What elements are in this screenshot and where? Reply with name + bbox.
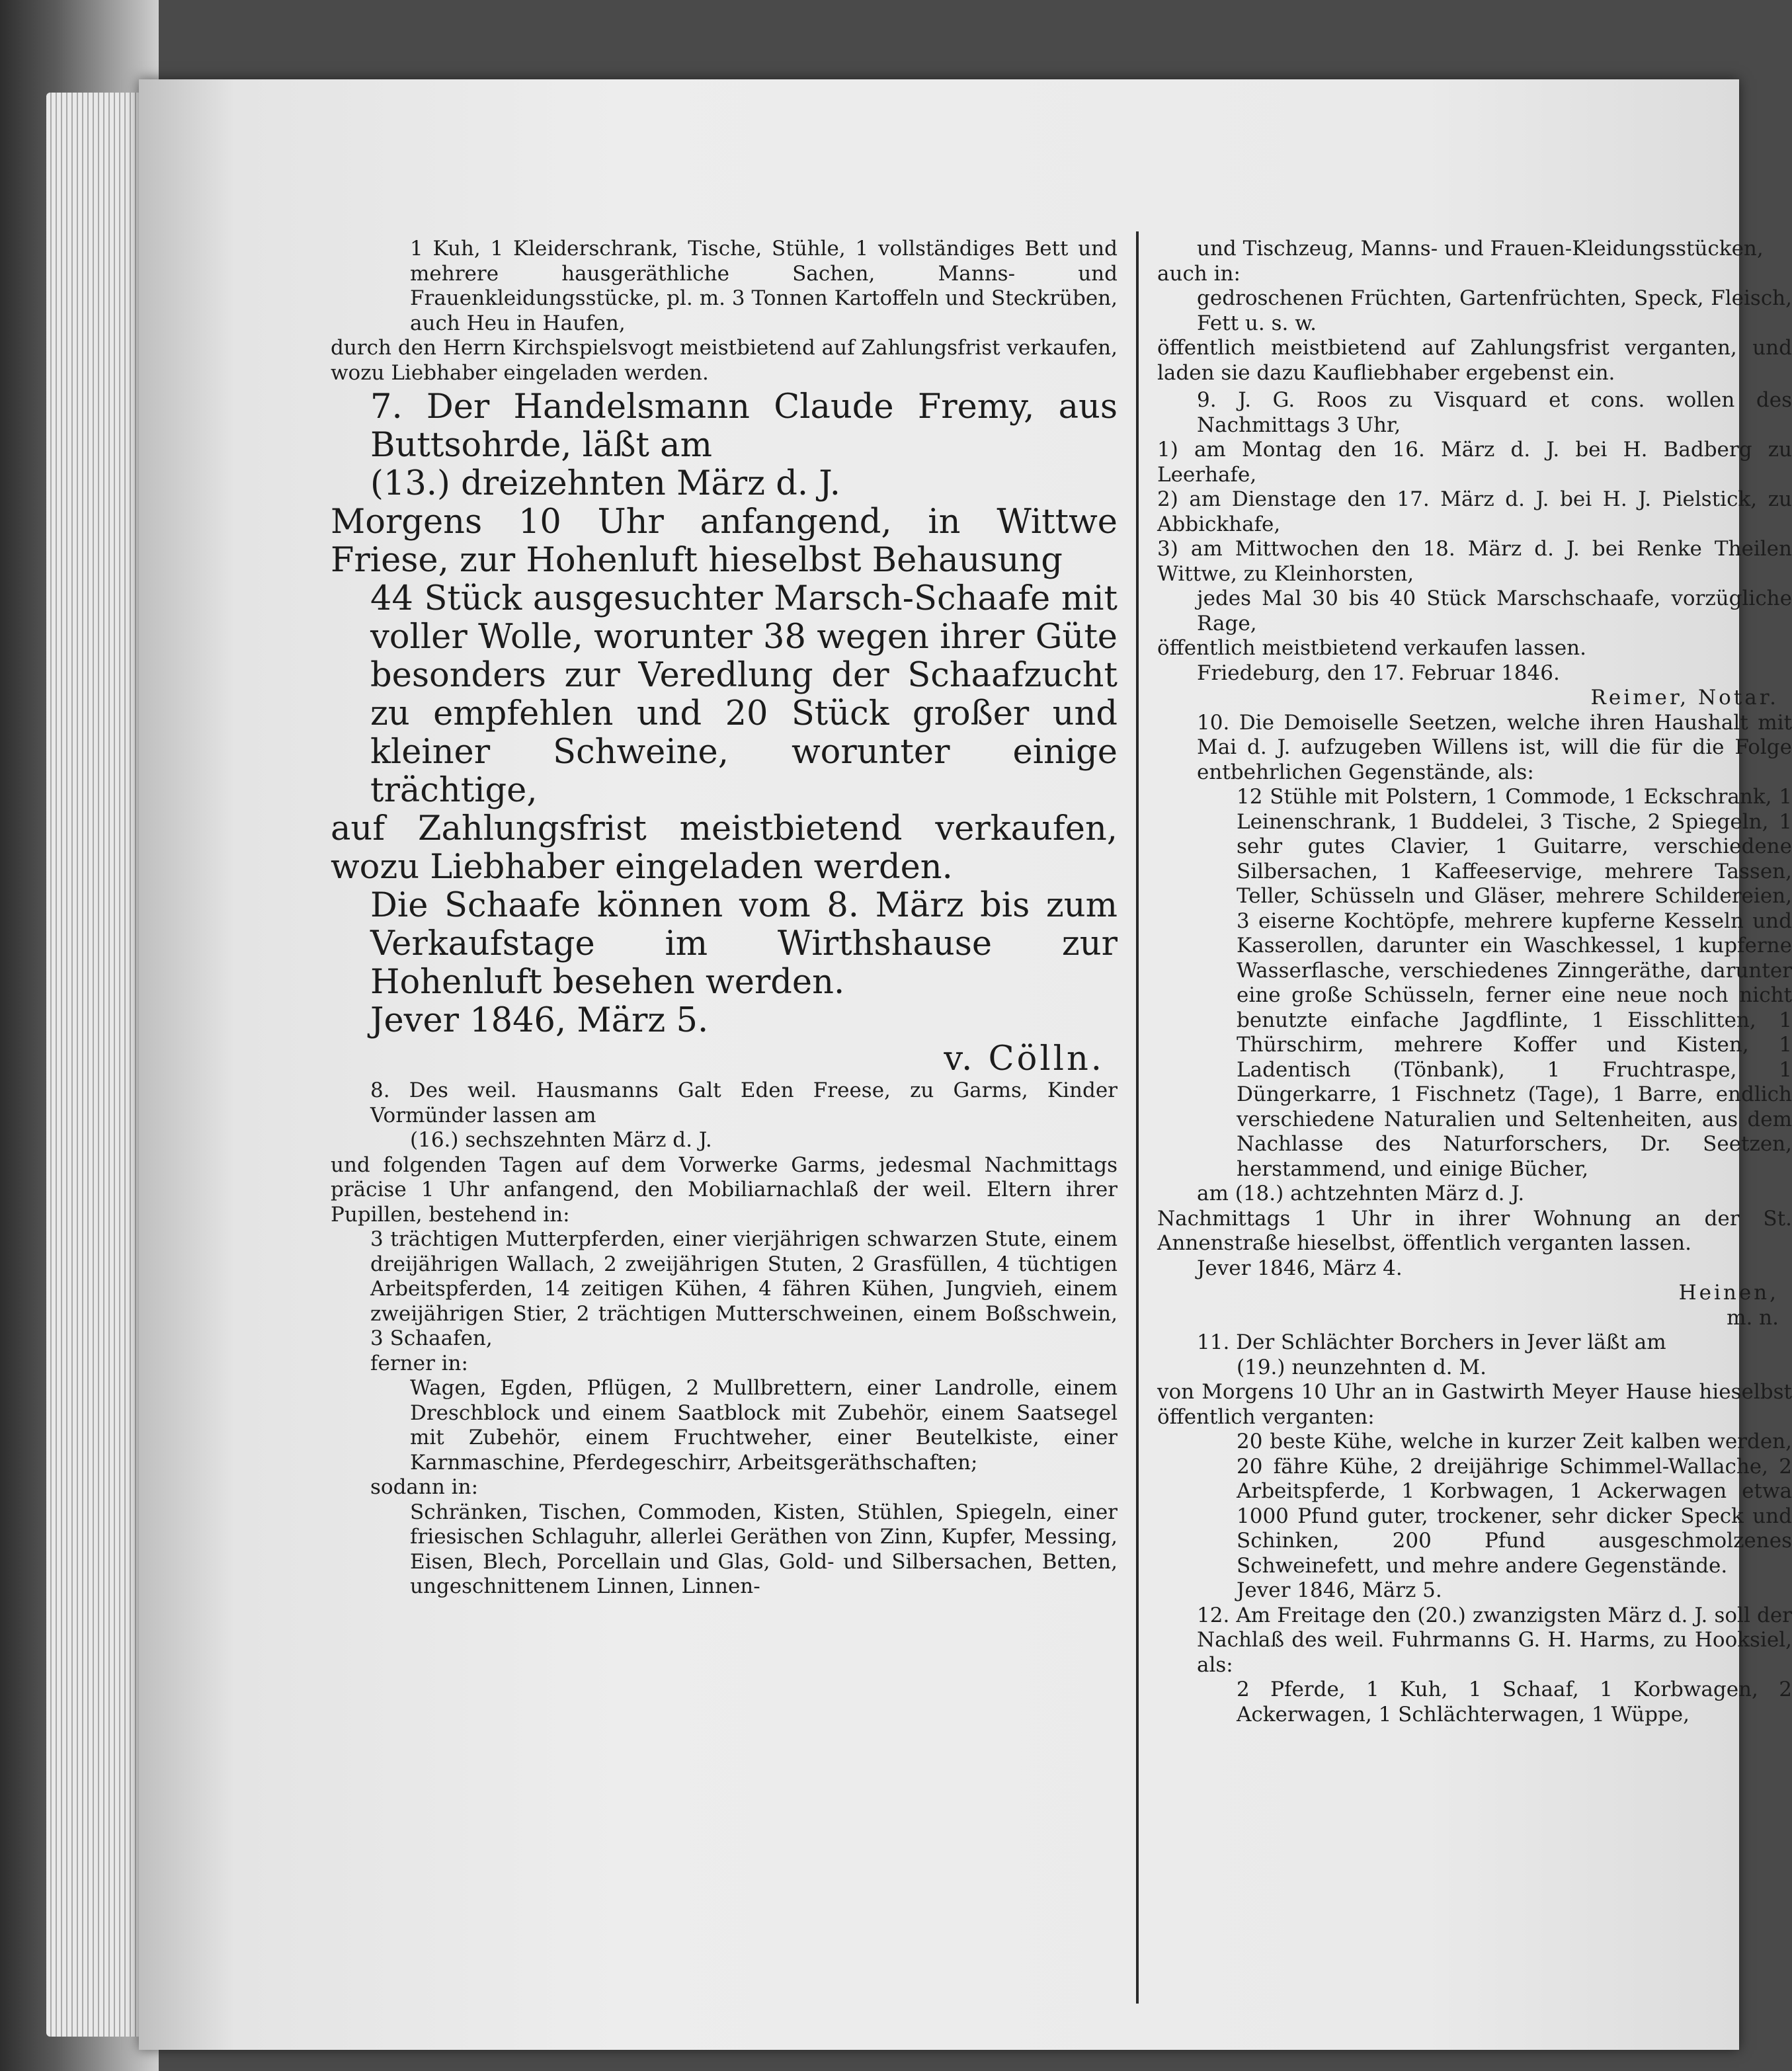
notice-9-item-3: 3) am Mittwochen den 18. März d. J. bei Renke Theilen Wittwe, zu Kleinhorsten, (1157, 537, 1792, 586)
notice-7-items: 44 Stück ausgesuchter Marsch-Schaafe mit voller Wolle, worunter 38 wegen ihrer Güte besonders zur Veredlung der Schaafzucht zu empfehlen und 20 Stück großer und kleiner Schweine, worunter einige trächtige, (370, 579, 1118, 810)
notice-9-sale: öffentlich meistbietend verkaufen lassen. (1157, 636, 1586, 660)
notice-6-items: 1 Kuh, 1 Kleiderschrank, Tische, Stühle, 1 vollständiges Bett und mehrere hausgeräthliche Sachen, Manns- und Frauenkleidungsstücke, pl. m. 3 Tonnen Kartoffeln und Steckrüben, auch Heu in Haufen, (410, 237, 1118, 335)
notice-10-dateline: Jever 1846, März 4. (1197, 1256, 1403, 1280)
notice-11-body: von Morgens 10 Uhr an in Gastwirth Meyer Hause hieselbst öffentlich verganten: (1157, 1380, 1792, 1429)
notice-9-item-2: 2) am Dienstage den 17. März d. J. bei H. J. Pielstick, zu Abbickhafe, (1157, 487, 1792, 536)
notice-7-signature: v. Cölln. (944, 1039, 1104, 1078)
notice-8-list-livestock: 3 trächtigen Mutterpferden, einer vierjährigen schwarzen Stute, einem dreijährigen Wallach, 2 zweijährigen Stuten, 2 Grasfüllen, 4 tüchtigen Arbeitspferden, 14 zeitigen Kühen, 4 fähren Kühen, Jungvieh, einem zweijährigen Stier, 2 trächtigen Mutterschweinen, einem Boßschwein, 3 Schaafen, (370, 1227, 1118, 1350)
notice-8-list-furniture: Schränken, Tischen, Commoden, Kisten, Stühlen, Spiegeln, einer friesischen Schlaguhr, allerlei Geräthen von Zinn, Kupfer, Messing, Eisen, Blech, Porcellain und Glas, Gold- und Silbersachen, Betten, ungeschnittenem Linnen, Linnen- (410, 1500, 1118, 1598)
notice-9-intro: 9. J. G. Roos zu Visquard et cons. wollen des Nachmittags 3 Uhr, (1197, 388, 1792, 437)
notice-9-items: jedes Mal 30 bis 40 Stück Marschschaafe, vorzügliche Rage, (1197, 587, 1792, 635)
notice-6-end: durch den Herrn Kirchspielsvogt meistbietend auf Zahlungsfrist verkaufen, wozu Liebhaber eingeladen werden. (331, 336, 1118, 385)
notice-10-list: 12 Stühle mit Polstern, 1 Commode, 1 Eckschrank, 1 Leinenschrank, 1 Buddelei, 3 Tische, 2 Spiegeln, 1 sehr gutes Clavier, 1 Guitarre, verschiedene Silbersachen, 1 Kaffeeservige, mehrere Tassen, Teller, Schüsseln und Gläser, mehrere Schildereien, 3 eiserne Kochtöpfe, mehrere kupferne Kesseln und Kasserollen, darunter ein Waschkessel, 1 kupferne Wasserflasche, verschiedenes Zinngeräthe, darunter eine große Schüsseln, ferner eine neue noch nicht benutzte einfache Jagdflinte, 1 Eisschlitten, 1 Thürschirm, mehrere Koffer und Kisten, 1 Ladentisch (Tönbank), 1 Fruchtraspe, 1 Düngerkarre, 1 Fischnetz (Tage), 1 Barre, endlich verschiedene Naturalien und Seltenheiten, aus dem Nachlasse des Naturforschers, Dr. Seetzen, herstammend, und einige Bücher, (1237, 785, 1792, 1181)
notice-7-sale: auf Zahlungsfrist meistbietend verkaufen, wozu Liebhaber eingeladen werden. (331, 809, 1118, 887)
column-rule (1136, 231, 1139, 2004)
notice-12-list: 2 Pferde, 1 Kuh, 1 Schaaf, 1 Korbwagen, 2 Ackerwagen, 1 Schlächterwagen, 1 Wüppe, (1237, 1678, 1792, 1726)
notice-10-signature: Heinen, (1678, 1281, 1779, 1305)
notice-8-intro: 8. Des weil. Hausmanns Galt Eden Freese, zu Garms, Kinder Vormünder lassen am (370, 1078, 1118, 1127)
notice-7-date: (13.) dreizehnten März d. J. (370, 464, 840, 503)
notice-11-list: 20 beste Kühe, welche in kurzer Zeit kalben werden, 20 fähre Kühe, 2 dreijährige Schimmel-Wallache, 2 Arbeitspferde, 1 Korbwagen, 1 Ackerwagen etwa 1000 Pfund guter, trockener, sehr dicker Speck und Schinken, 200 Pfund ausgeschmolzenes Schweinefett, und mehre andere Gegenstände. (1237, 1430, 1792, 1578)
notice-10-signature-note: m. n. (1727, 1305, 1779, 1330)
notice-10-sale: Nachmittags 1 Uhr in ihrer Wohnung an der St. Annenstraße hieselbst, öffentlich verganten lassen. (1157, 1206, 1792, 1255)
notice-9-dateline: Friedeburg, den 17. Februar 1846. (1197, 661, 1560, 685)
page-stack (46, 93, 145, 2037)
notice-9-item-1: 1) am Montag den 16. März d. J. bei H. Badberg zu Leerhafe, (1157, 438, 1792, 487)
notice-11-dateline: Jever 1846, März 5. (1237, 1578, 1442, 1602)
notice-8-body: und folgenden Tagen auf dem Vorwerke Garms, jedesmal Nachmittags präcise 1 Uhr anfangend, den Mobiliarnachlaß der weil. Eltern ihrer Pupillen, bestehend in: (331, 1153, 1118, 1227)
notice-11-date: (19.) neunzehnten d. M. (1237, 1355, 1487, 1379)
notice-7-dateline: Jever 1846, März 5. (370, 1001, 709, 1040)
notice-7-viewing: Die Schaafe können vom 8. März bis zum Verkaufstage im Wirthshause zur Hohenluft besehen werden. (370, 886, 1118, 1002)
notice-8-ferner: ferner in: (370, 1351, 468, 1375)
notice-8-continued: und Tischzeug, Manns- und Frauen-Kleidungsstücken, (1197, 237, 1764, 261)
notice-9-signature: Reimer, Notar. (1590, 686, 1779, 710)
notice-8-auch: auch in: (1157, 261, 1241, 286)
left-column (331, 237, 1118, 1600)
notice-8-list-tools: Wagen, Egden, Pflügen, 2 Mullbrettern, einer Landrolle, einem Dreschblock und einem Saatblock mit Zubehör, einem Saatsegel mit Zubehör, einem Fruchtweher, einer Beutelkiste, einer Karnmaschine, Pferdegeschirr, Arbeitsgeräthschaften; (410, 1376, 1118, 1475)
notice-8-sodann: sodann in: (370, 1475, 479, 1499)
notice-12-intro: 12. Am Freitage den (20.) zwanzigsten März d. J. soll der Nachlaß des weil. Fuhrmanns G. H. Harms, zu Hooksiel, als: (1197, 1603, 1792, 1677)
notice-11-intro: 11. Der Schlächter Borchers in Jever läßt am (1197, 1330, 1666, 1354)
notice-7-time: Morgens 10 Uhr anfangend, in Wittwe Friese, zur Hohenluft hieselbst Behausung (331, 503, 1118, 580)
notice-8-date: (16.) sechszehnten März d. J. (410, 1128, 712, 1152)
notice-10-date: am (18.) achtzehnten März d. J. (1197, 1182, 1525, 1205)
newspaper-page (139, 79, 1792, 2050)
notice-10-intro: 10. Die Demoiselle Seetzen, welche ihren Haushalt mit Mai d. J. aufzugeben Willens ist, will die für die Folge entbehrlichen Gegenstände, als: (1197, 710, 1792, 784)
notice-8-list-produce: gedroschenen Früchten, Gartenfrüchten, Speck, Fleisch, Fett u. s. w. (1197, 286, 1792, 335)
right-column (1157, 237, 1792, 1727)
notice-7-intro: 7. Der Handelsmann Claude Fremy, aus Buttsohrde, läßt am (370, 387, 1118, 465)
notice-8-end: öffentlich meistbietend auf Zahlungsfrist verganten, und laden sie dazu Kaufliebhaber ergebenst ein. (1157, 336, 1792, 385)
